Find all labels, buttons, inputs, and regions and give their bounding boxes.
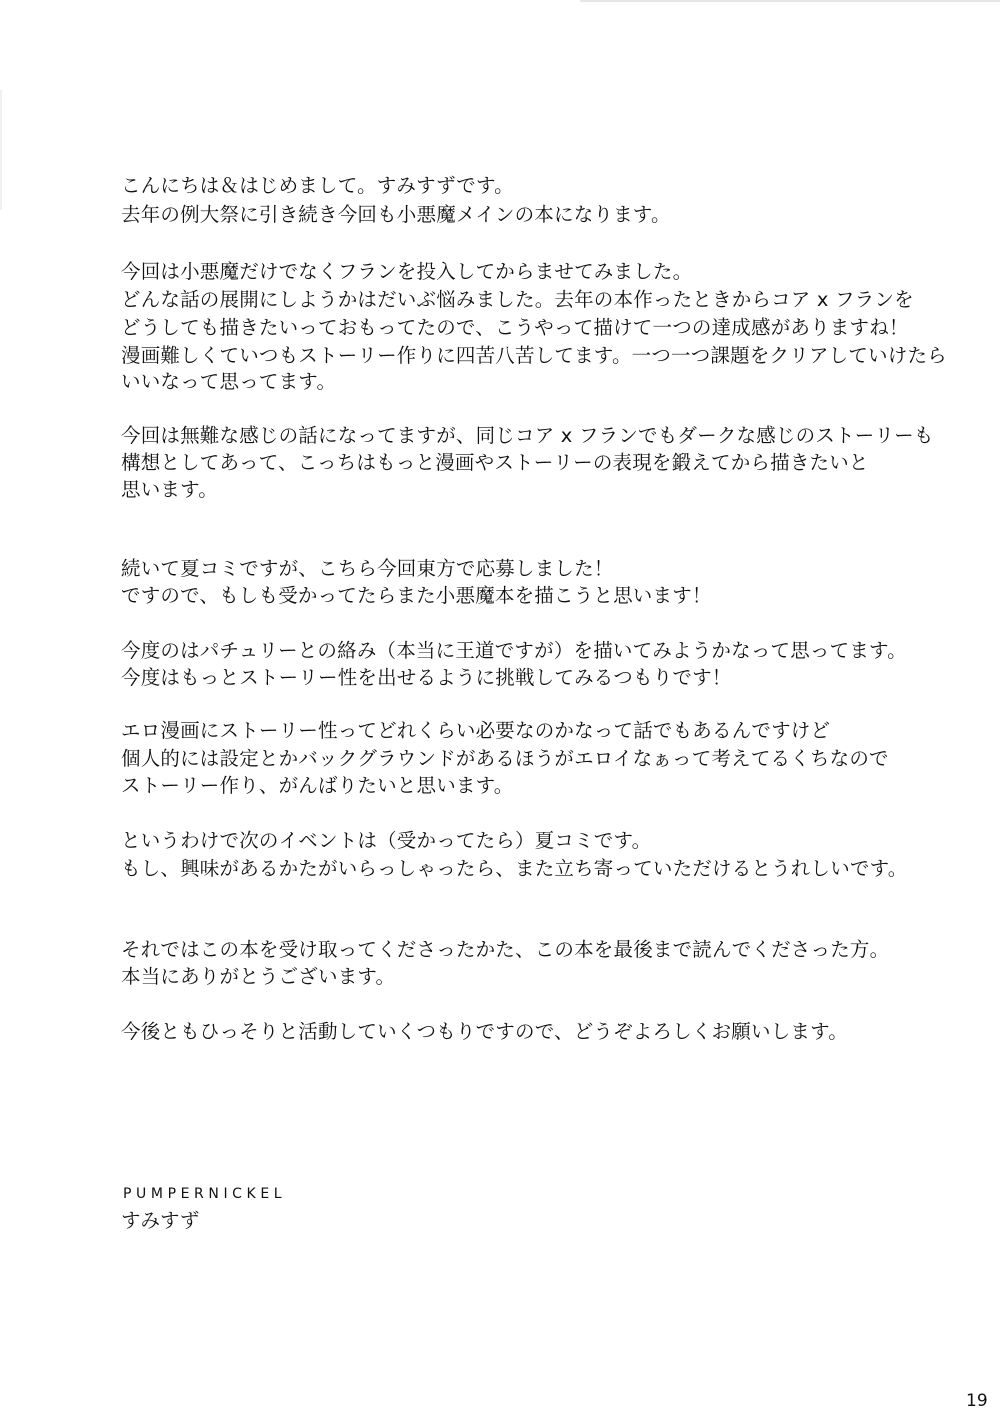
- text-line: どうしても描きたいっておもってたので、こうやって描けて一つの達成感がありますね！: [121, 316, 909, 339]
- text-line: 今回は小悪魔だけでなくフランを投入してからませてみました。: [121, 260, 693, 283]
- text-line: いいなって思ってます。: [121, 370, 337, 393]
- text-line: 続いて夏コミですが、こちら今回東方で応募しました！: [121, 557, 614, 580]
- text-line: 本当にありがとうございます。: [121, 965, 396, 988]
- author-name: すみすず: [121, 1209, 200, 1232]
- text-line: もし、興味があるかたがいらっしゃったら、また立ち寄っていただけるとうれしいです。: [121, 857, 908, 880]
- page-edge-top: [580, 0, 1000, 2]
- text-line: エロ漫画にストーリー性ってどれくらい必要なのかなって話でもあるんですけど: [121, 719, 831, 742]
- text-line: 今後ともひっそりと活動していくつもりですので、どうぞよろしくお願いします。: [121, 1020, 848, 1043]
- page-number: 19: [966, 1391, 988, 1411]
- text-line: 個人的には設定とかバックグラウンドがあるほうがエロイなぁって考えてるくちなので: [121, 747, 889, 770]
- circle-name: PUMPERNICKEL: [123, 1186, 287, 1202]
- text-line: 漫画難しくていつもストーリー作りに四苦八苦してます。一つ一つ課題をクリアしていけたら: [121, 344, 947, 367]
- text-line: 今度はもっとストーリー性を出せるように挑戦してみるつもりです！: [121, 666, 732, 689]
- text-line: こんにちは＆はじめまして。すみすずです。: [121, 174, 514, 197]
- text-line: 今回は無難な感じの話になってますが、同じコア x フランでもダークな感じのストーリーも: [121, 424, 934, 447]
- text-line: ストーリー作り、がんばりたいと思います。: [121, 774, 514, 797]
- text-line: 去年の例大祭に引き続き今回も小悪魔メインの本になります。: [121, 203, 671, 226]
- text-line: それではこの本を受け取ってくださったかた、この本を最後まで読んでくださった方。: [121, 938, 890, 961]
- page-edge-left: [0, 90, 2, 210]
- text-line: 今度のはパチュリーとの絡み（本当に王道ですが）を描いてみようかなって思ってます。: [121, 639, 907, 662]
- text-line: 思います。: [121, 478, 218, 501]
- text-line: どんな話の展開にしようかはだいぶ悩みました。去年の本作ったときからコア x フランを: [121, 288, 914, 311]
- text-line: というわけで次のイベントは（受かってたら）夏コミです。: [121, 829, 652, 852]
- text-line: 構想としてあって、こっちはもっと漫画やストーリーの表現を鍛えてから描きたいと: [121, 451, 869, 474]
- text-line: ですので、もしも受かってたらまた小悪魔本を描こうと思います！: [121, 584, 712, 607]
